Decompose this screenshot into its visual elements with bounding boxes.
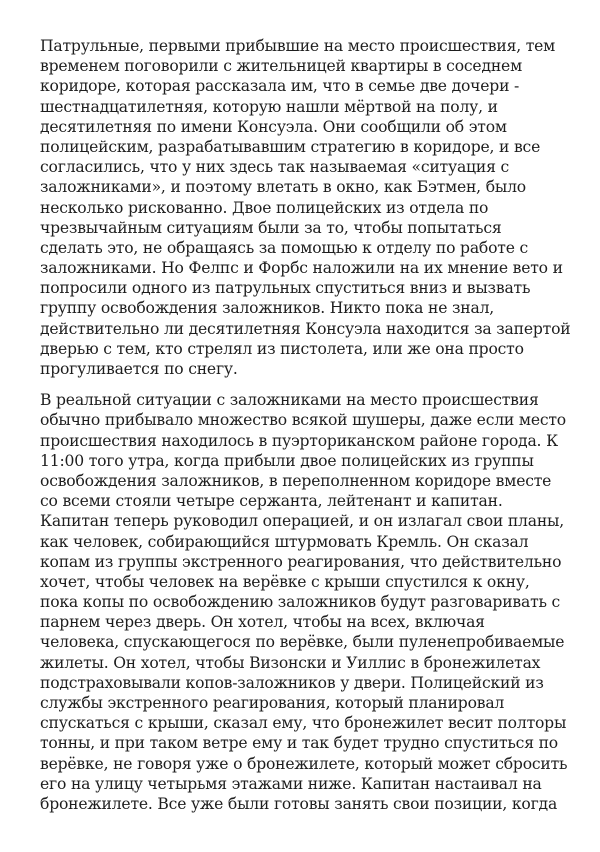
text-line: временем поговорили с жительницей квартиры в соседнем [40,57,523,76]
text-line: спускаться с крыши, сказал ему, что бронежилет весит полторы [40,714,567,733]
text-line: полицейским, разрабатывавшим стратегию в коридоре, и все [40,137,541,156]
text-line: подстраховывали копов-заложников у двери. Полицейский из [40,673,544,692]
text-line: десятилетняя по имени Консуэла. Они сообщили об этом [40,117,507,136]
text-line: хочет, чтобы человек на верёвке с крыши спустился к окну, [40,572,530,591]
text-line: пока копы по освобождению заложников будут разговаривать с [40,593,561,612]
text-line: как человек, собирающийся штурмовать Кремль. Он сказал [40,532,529,551]
text-line: шестнадцатилетняя, которую нашли мёртвой на полу, и [40,97,498,116]
text-line: службы экстренного реагирования, который планировал [40,694,505,712]
text-line: сделать это, не обращаясь за помощью к отделу по работе с [40,238,529,257]
text-line: копам из группы экстренного реагирования, что действительно [40,552,562,571]
text-line: его на улицу четырьмя этажами ниже. Капитан настаивал на [40,774,542,793]
text-line: В реальной ситуации с заложниками на место происшествия [40,391,539,410]
text-line: Капитан теперь руководил операцией, и он излагал свои планы, [40,512,565,531]
text-line: человека, спускающегося по верёвке, были пуленепробиваемые [40,633,565,652]
text-line: заложниками», и поэтому влетать в окно, как Бэтмен, было [40,178,526,197]
text-line: заложниками. Но Фелпс и Форбс наложили на их мнение вето и [40,259,563,278]
text-line: коридоре, которая рассказала им, что в семье две дочери - [40,77,520,96]
text-line: чрезвычайным ситуациям были за то, чтобы попытаться [40,218,502,237]
text-line: освобождения заложников, в переполненном коридоре вместе [40,471,552,490]
text-line: тонны, и при таком ветре ему и так будет трудно спуститься по [40,734,558,753]
text-line: прогуливается по снегу. [40,360,238,378]
text-line: действительно ли десятилетняя Консуэла находится за запертой [40,319,571,338]
text-line: бронежилете. Все уже были готовы занять свои позиции, когда [40,794,558,813]
text-line: парнем через дверь. Он хотел, чтобы на всех, включая [40,613,485,632]
text-line: несколько рискованно. Двое полицейских из отдела по [40,198,489,217]
text-line: группу освобождения заложников. Никто пока не знал, [40,299,495,318]
text-line: согласились, что у них здесь так называемая «ситуация с [40,158,509,177]
text-line: происшествия находилось в пуэрториканском районе города. К [40,431,558,450]
document-page [40,36,580,825]
text-line: попросили одного из патрульных спуститься вниз и вызвать [40,279,531,298]
text-line: верёвке, не говоря уже о бронежилете, который может сбросить [40,754,568,773]
text-line: 11:00 того утра, когда прибыли двое полицейских из группы [40,451,534,470]
text-line: дверью с тем, кто стрелял из пистолета, или же она просто [40,339,524,358]
text-line: со всеми стояли четыре сержанта, лейтенант и капитан. [40,492,503,511]
text-line: обычно прибывало множество всякой шушеры, даже если место [40,411,566,430]
text-line: Патрульные, первыми прибывшие на место происшествия, тем [40,37,556,55]
text-line: жилеты. Он хотел, чтобы Визонски и Уиллис в бронежилетах [40,653,541,672]
paragraph-1 [40,36,580,379]
paragraph-2 [40,390,580,814]
